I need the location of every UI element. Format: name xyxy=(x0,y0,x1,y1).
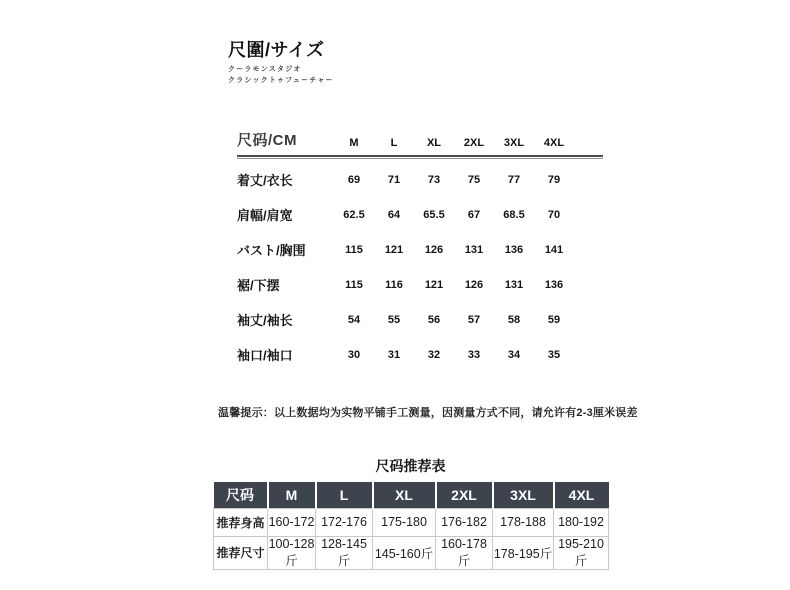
size-value: 121 xyxy=(424,278,444,291)
size-value: 131 xyxy=(464,243,484,256)
table-row-shoulder-width xyxy=(237,197,603,232)
size-value: 34 xyxy=(507,348,521,361)
size-table xyxy=(237,120,603,372)
table-row-hem xyxy=(237,267,603,302)
size-value: 136 xyxy=(504,243,524,256)
height-range: 172-176 xyxy=(316,508,373,536)
size-value: 57 xyxy=(467,313,481,326)
height-range: 178-188 xyxy=(493,508,554,536)
size-value: 69 xyxy=(347,173,361,186)
size-value: 116 xyxy=(385,278,403,291)
weight-range: 160-178斤 xyxy=(436,536,493,569)
row-label: バスト/胸围 xyxy=(237,243,306,258)
header-cell-m: M xyxy=(268,482,316,508)
size-value: 67 xyxy=(467,208,481,221)
weight-range: 100-128斤 xyxy=(268,536,315,568)
size-column-xl: XL xyxy=(426,137,442,149)
weight-range: 195-210斤 xyxy=(554,536,609,569)
size-column-3xl: 3XL xyxy=(503,137,525,149)
size-column-2xl: 2XL xyxy=(463,137,485,149)
size-column-l: L xyxy=(390,137,398,149)
size-value: 71 xyxy=(387,173,401,186)
size-value: 136 xyxy=(544,278,564,291)
recommend-table-title: 尺码推荐表 xyxy=(375,458,446,474)
size-value: 121 xyxy=(384,243,404,256)
size-value: 31 xyxy=(387,348,401,361)
brand-subtitle-line2: クラシックトゥフューチャー xyxy=(228,77,334,84)
recommend-table-header-row xyxy=(214,482,609,508)
size-value: 126 xyxy=(464,278,484,291)
size-value: 70 xyxy=(547,208,561,221)
size-value: 58 xyxy=(507,313,521,326)
header-cell-l: L xyxy=(316,482,373,508)
table-row-height xyxy=(214,508,609,536)
size-value: 68.5 xyxy=(503,208,525,221)
size-table-body xyxy=(237,162,603,372)
row-label: 袖口/袖口 xyxy=(237,348,293,363)
header-cell-3xl: 3XL xyxy=(493,482,554,508)
row-label: 推荐身高 xyxy=(214,508,268,536)
brand-header xyxy=(228,36,334,86)
row-label: 裾/下摆 xyxy=(237,278,280,293)
page-title: 尺圍/サイズ xyxy=(228,40,325,60)
weight-range: 128-145斤 xyxy=(316,536,373,569)
height-range: 175-180 xyxy=(373,508,436,536)
row-label: 肩幅/肩宽 xyxy=(237,208,293,223)
height-range: 160-172 xyxy=(268,508,316,536)
size-value: 30 xyxy=(347,348,361,361)
size-value: 73 xyxy=(427,173,441,186)
height-range: 176-182 xyxy=(436,508,493,536)
size-value: 32 xyxy=(427,348,441,361)
size-value: 115 xyxy=(345,243,363,256)
size-table-unit-label: 尺码/CM xyxy=(237,132,297,149)
height-range: 180-192 xyxy=(554,508,609,536)
header-cell-2xl: 2XL xyxy=(436,482,493,508)
table-row-cuff xyxy=(237,337,603,372)
size-value: 55 xyxy=(387,313,401,326)
table-row-garment-length xyxy=(237,162,603,197)
size-column-m: M xyxy=(349,137,359,149)
header-cell-size: 尺码 xyxy=(214,482,268,508)
size-value: 126 xyxy=(424,243,444,256)
size-table-header-row xyxy=(237,120,603,150)
size-value: 131 xyxy=(504,278,524,291)
table-row-bust xyxy=(237,232,603,267)
recommend-table xyxy=(213,482,609,570)
size-value: 33 xyxy=(467,348,481,361)
weight-range: 145-160斤 xyxy=(373,536,436,569)
weight-range: 178-195斤 xyxy=(493,536,554,569)
size-value: 79 xyxy=(547,173,561,186)
row-label: 袖丈/袖长 xyxy=(237,313,293,328)
table-row-sleeve-length xyxy=(237,302,603,337)
size-value: 115 xyxy=(345,278,363,291)
size-value: 75 xyxy=(467,173,481,186)
size-value: 77 xyxy=(507,173,521,186)
size-value: 62.5 xyxy=(343,208,365,221)
size-value: 64 xyxy=(387,208,401,221)
row-label: 推荐尺寸 xyxy=(214,536,268,569)
size-value: 35 xyxy=(547,348,561,361)
brand-subtitle-line1: クーラモンスタジオ xyxy=(228,66,302,73)
measurement-note: 温馨提示：以上数据均为实物平铺手工测量，因测量方式不同，请允许有2-3厘米误差 xyxy=(218,407,638,419)
table-row-weight xyxy=(214,536,609,569)
size-value: 54 xyxy=(347,313,361,326)
header-divider-rule xyxy=(237,155,603,159)
header-cell-4xl: 4XL xyxy=(554,482,609,508)
size-value: 141 xyxy=(544,243,564,256)
size-value: 65.5 xyxy=(423,208,445,221)
header-cell-xl: XL xyxy=(373,482,436,508)
row-label: 着丈/衣长 xyxy=(237,173,293,188)
size-value: 56 xyxy=(427,313,441,326)
size-column-4xl: 4XL xyxy=(543,137,565,149)
size-value: 59 xyxy=(547,313,561,326)
